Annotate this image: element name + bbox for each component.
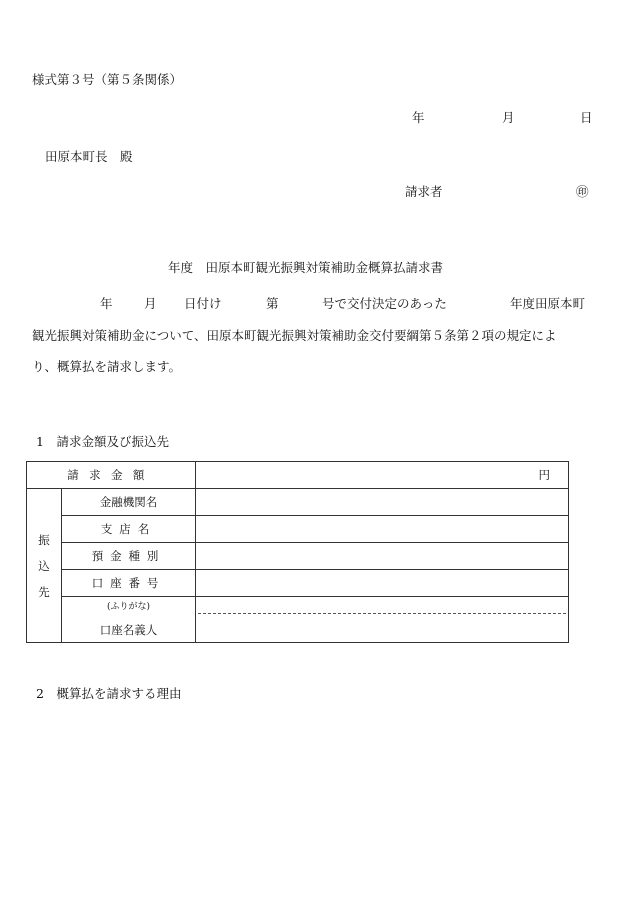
- holder-label: 口座名義人: [99, 623, 158, 637]
- body-line-3: り、概算払を請求します。: [32, 359, 182, 374]
- account-type-field[interactable]: [196, 543, 569, 570]
- transfer-label: 振 込 先: [27, 489, 62, 643]
- body-month: 月: [144, 296, 157, 311]
- table-row: [27, 597, 569, 643]
- body-date: 日付け: [184, 296, 222, 311]
- branch-field[interactable]: [196, 516, 569, 543]
- amount-label: 請求金額: [27, 462, 196, 489]
- holder-label-cell: [62, 597, 196, 643]
- date-year: 年: [412, 110, 425, 125]
- section-2-heading: 2 概算払を請求する理由: [36, 686, 182, 701]
- bank-name-field[interactable]: [196, 489, 569, 516]
- date-day: 日: [580, 110, 593, 125]
- body-number: 第: [266, 296, 279, 311]
- yen-label: 円: [538, 468, 550, 482]
- body-decision: 号で交付決定のあった: [322, 296, 447, 311]
- holder-field[interactable]: [196, 597, 569, 643]
- account-number-label: 口座番号: [62, 570, 196, 597]
- table-row: [27, 516, 569, 543]
- body-fiscal: 年度田原本町: [510, 296, 586, 311]
- table-row: [27, 570, 569, 597]
- body-year: 年: [100, 296, 113, 311]
- transfer-table: [26, 461, 569, 643]
- table-row: [27, 489, 569, 516]
- addressee: 田原本町長 殿: [45, 149, 133, 164]
- claimant-label: 請求者: [405, 184, 443, 199]
- amount-field[interactable]: [196, 462, 569, 489]
- document-title: 年度 田原本町観光振興対策補助金概算払請求書: [168, 260, 444, 275]
- section-1-heading: 1 請求金額及び振込先: [36, 434, 169, 449]
- seal-mark: ㊞: [576, 184, 589, 199]
- table-row: [27, 543, 569, 570]
- bank-name-label: 金融機関名: [62, 489, 196, 516]
- furigana-divider: [198, 613, 566, 614]
- account-type-label: 預金種別: [62, 543, 196, 570]
- account-number-field[interactable]: [196, 570, 569, 597]
- form-number: 様式第３号（第５条関係）: [32, 72, 183, 87]
- date-month: 月: [502, 110, 515, 125]
- furigana-label: (ふりがな): [106, 602, 151, 612]
- branch-label: 支店名: [62, 516, 196, 543]
- body-line-1: [32, 294, 592, 314]
- table-row: [27, 462, 569, 489]
- body-line-2: 観光振興対策補助金について、田原本町観光振興対策補助金交付要綱第５条第２項の規定によ: [32, 328, 557, 343]
